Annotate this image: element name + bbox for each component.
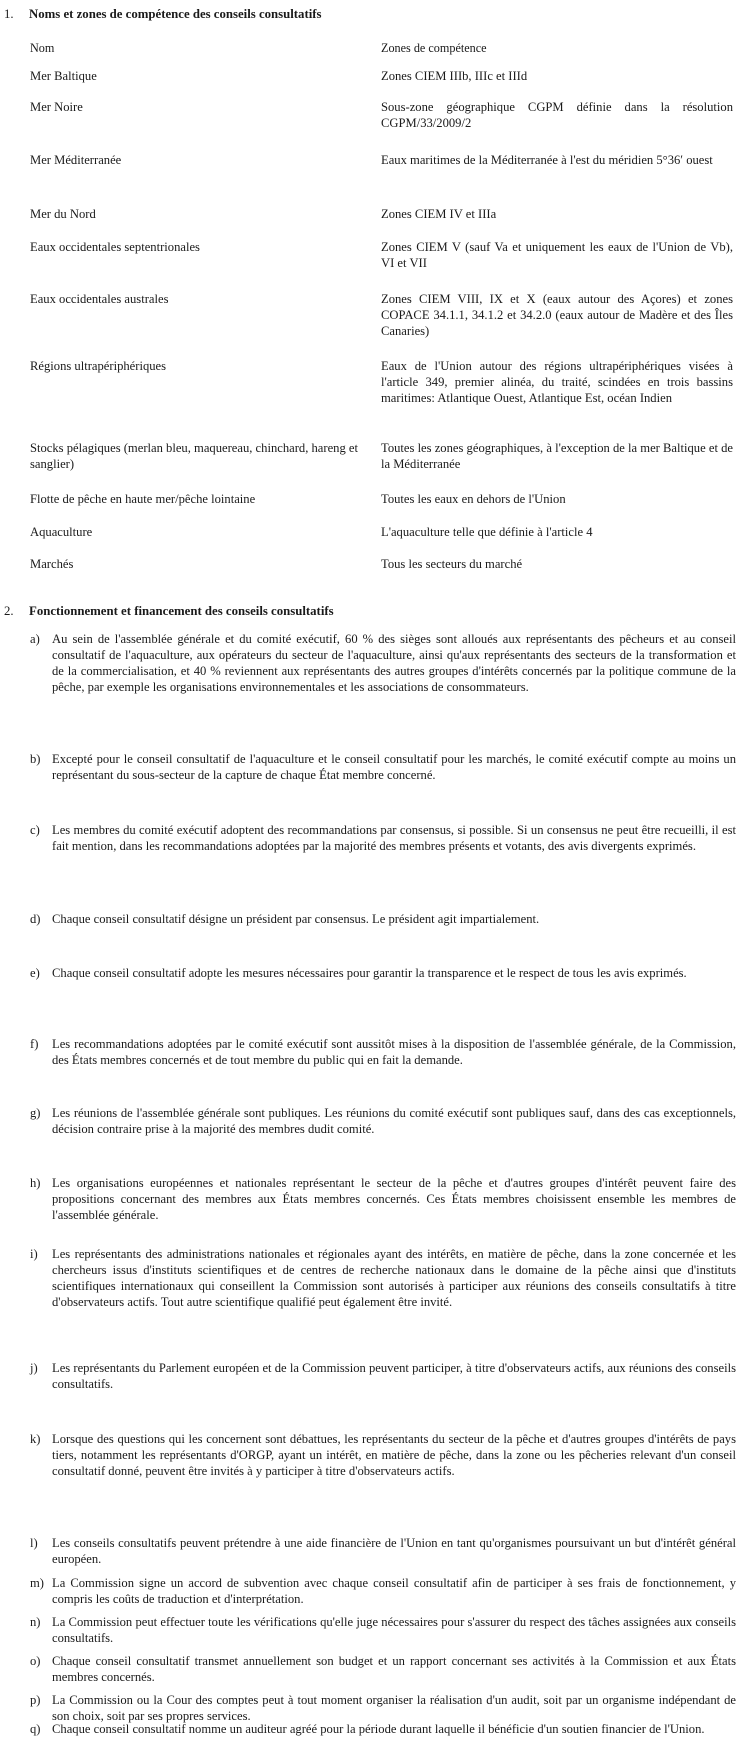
item-letter: f) <box>30 1037 39 1051</box>
item-text: Les membres du comité exécutif adoptent des recommandations par consensus, si possible. Si un consensus ne peut être recueilli, il est fait mention, dans les recommandations adoptées par la majorité des membres présents et votants, des avis divergents exprimés. <box>52 823 736 853</box>
zone-scope: Sous-zone géographique CGPM définie dans la résolution CGPM/33/2009/2 <box>381 100 733 130</box>
item-letter: j) <box>30 1361 38 1375</box>
item-letter: a) <box>30 632 40 646</box>
zone-name: Flotte de pêche en haute mer/pêche lointaine <box>30 492 256 506</box>
item-letter: e) <box>30 966 40 980</box>
item-text: La Commission peut effectuer toute les vérifications qu'elle juge nécessaires pour s'assurer du respect des tâches assignées aux conseils consultatifs. <box>52 1615 736 1645</box>
item-letter: i) <box>30 1247 38 1261</box>
zone-name: Mer du Nord <box>30 207 96 221</box>
section-1-number: 1. <box>4 7 14 21</box>
item-text: Les organisations européennes et nationales représentant le secteur de la pêche et d'autres groupes d'intérêt peuvent faire des propositions concernant des membres aux États membres concernés. Ces États membres choisissent ensemble les membres de l'assemblée générale. <box>52 1176 736 1222</box>
section-1-title: Noms et zones de compétence des conseils consultatifs <box>29 7 322 21</box>
item-text: Les conseils consultatifs peuvent prétendre à une aide financière de l'Union en tant qu'organismes poursuivant un but d'intérêt général européen. <box>52 1536 736 1566</box>
item-text: Chaque conseil consultatif transmet annuellement son budget et un rapport concernant ses activités à la Commission et aux États membres concernés. <box>52 1654 736 1684</box>
zone-name: Marchés <box>30 557 74 571</box>
item-text: Les représentants des administrations nationales et régionales ayant des intérêts, en matière de pêche, dans la zone concernée et les chercheurs issus d'instituts scientifiques et de centres de recherche nationaux dans le domaine de la pêche ainsi que d'instituts scientifiques internationaux qui conseillent la Commission sont autorisés à participer aux réunions des conseils consultatifs à titre d'observateurs actifs. Tout autre scientifique qualifié peut également être invité. <box>52 1247 736 1309</box>
item-letter: d) <box>30 912 41 926</box>
item-text: Les recommandations adoptées par le comité exécutif sont aussitôt mises à la disposition de l'assemblée générale, de la Commission, des États membres concernés et de tout membre du public qui en fait la demande. <box>52 1037 736 1067</box>
item-letter: l) <box>30 1536 38 1550</box>
item-text: Lorsque des questions qui les concernent sont débattues, les représentants du secteur de la pêche et d'autres groupes d'intérêts de pays tiers, notamment les représentants d'ORGP, ayant un intérêt, en matière de pêche, dans la zone ou les pêcheries relevant d'un conseil consultatif donné, peuvent être invités à y participer à titre d'observateurs actifs. <box>52 1432 736 1478</box>
item-letter: n) <box>30 1615 41 1629</box>
section-2-title: Fonctionnement et financement des conseils consultatifs <box>29 604 334 618</box>
zone-scope: Zones CIEM IIIb, IIIc et IIId <box>381 69 528 83</box>
item-letter: g) <box>30 1106 41 1120</box>
col-name-header: Nom <box>30 41 55 55</box>
item-text: La Commission ou la Cour des comptes peut à tout moment organiser la réalisation d'un audit, soit par un organisme indépendant de son choix, soit par ses propres services. <box>52 1693 736 1723</box>
item-letter: q) <box>30 1722 41 1736</box>
zone-scope: L'aquaculture telle que définie à l'article 4 <box>381 525 593 539</box>
zone-scope: Eaux de l'Union autour des régions ultrapériphériques visées à l'article 349, premier alinéa, du traité, scindées en trois bassins maritimes: Atlantique Ouest, Atlantique Est, océan Indien <box>381 359 733 405</box>
section-2-number: 2. <box>4 604 14 618</box>
zone-scope: Eaux maritimes de la Méditerranée à l'est du méridien 5°36′ ouest <box>381 153 713 167</box>
item-letter: c) <box>30 823 40 837</box>
zone-scope: Tous les secteurs du marché <box>381 557 523 571</box>
zone-scope: Zones CIEM IV et IIIa <box>381 207 497 221</box>
item-letter: h) <box>30 1176 41 1190</box>
item-text: Chaque conseil consultatif nomme un auditeur agréé pour la période durant laquelle il bénéficie d'un soutien financier de l'Union. <box>52 1722 705 1736</box>
item-letter: m) <box>30 1576 44 1590</box>
item-text: Les réunions de l'assemblée générale sont publiques. Les réunions du comité exécutif sont publiques sauf, dans des cas exceptionnels, décision contraire prise à la majorité des membres dudit comité. <box>52 1106 736 1136</box>
section-1-heading <box>4 6 322 22</box>
item-text: La Commission signe un accord de subvention avec chaque conseil consultatif afin de participer à ses frais de fonctionnement, y compris les coûts de traduction et d'interprétation. <box>52 1576 736 1606</box>
item-letter: o) <box>30 1654 41 1668</box>
zone-scope: Toutes les eaux en dehors de l'Union <box>381 492 566 506</box>
item-text: Chaque conseil consultatif désigne un président par consensus. Le président agit impartialement. <box>52 912 540 926</box>
item-text: Au sein de l'assemblée générale et du comité exécutif, 60 % des sièges sont alloués aux représentants des pêcheurs et au conseil consultatif de l'aquaculture, aux opérateurs du secteur de l'aquaculture, ainsi qu'aux représentants des secteurs de la transformation et de la commercialisation, et 40 % reviennent aux représentants des autres groupes d'intérêts concernés par la politique commune de la pêche, par exemple les organisations environnementales et les associations de consommateurs. <box>52 632 736 694</box>
zone-name: Mer Noire <box>30 100 83 114</box>
zone-name: Régions ultrapériphériques <box>30 359 167 373</box>
item-text: Chaque conseil consultatif adopte les mesures nécessaires pour garantir la transparence et le respect de tous les avis exprimés. <box>52 966 687 980</box>
zone-name: Mer Méditerranée <box>30 153 122 167</box>
zone-name: Eaux occidentales australes <box>30 292 169 306</box>
item-letter: p) <box>30 1693 41 1707</box>
zone-name: Eaux occidentales septentrionales <box>30 240 200 254</box>
item-letter: b) <box>30 752 41 766</box>
zone-scope: Zones CIEM V (sauf Va et uniquement les eaux de l'Union de Vb), VI et VII <box>381 240 733 270</box>
item-text: Excepté pour le conseil consultatif de l'aquaculture et le conseil consultatif pour les marchés, le comité exécutif compte au moins un représentant du sous-secteur de la capture de chaque État membre concerné. <box>52 752 736 782</box>
zone-name: Mer Baltique <box>30 69 97 83</box>
item-letter: k) <box>30 1432 41 1446</box>
item-text: Les représentants du Parlement européen et de la Commission peuvent participer, à titre d'observateurs actifs, aux réunions des conseils consultatifs. <box>52 1361 736 1391</box>
zone-scope: Zones CIEM VIII, IX et X (eaux autour des Açores) et zones COPACE 34.1.1, 34.1.2 et 34.2.0 (eaux autour de Madère et des Îles Canaries) <box>381 292 733 338</box>
zone-name: Stocks pélagiques (merlan bleu, maquereau, chinchard, hareng et sanglier) <box>30 441 359 471</box>
zone-scope: Toutes les zones géographiques, à l'exception de la mer Baltique et de la Méditerranée <box>381 441 733 471</box>
col-zone-header: Zones de compétence <box>381 41 487 55</box>
zone-name: Aquaculture <box>30 525 93 539</box>
section-2-heading <box>4 603 334 619</box>
